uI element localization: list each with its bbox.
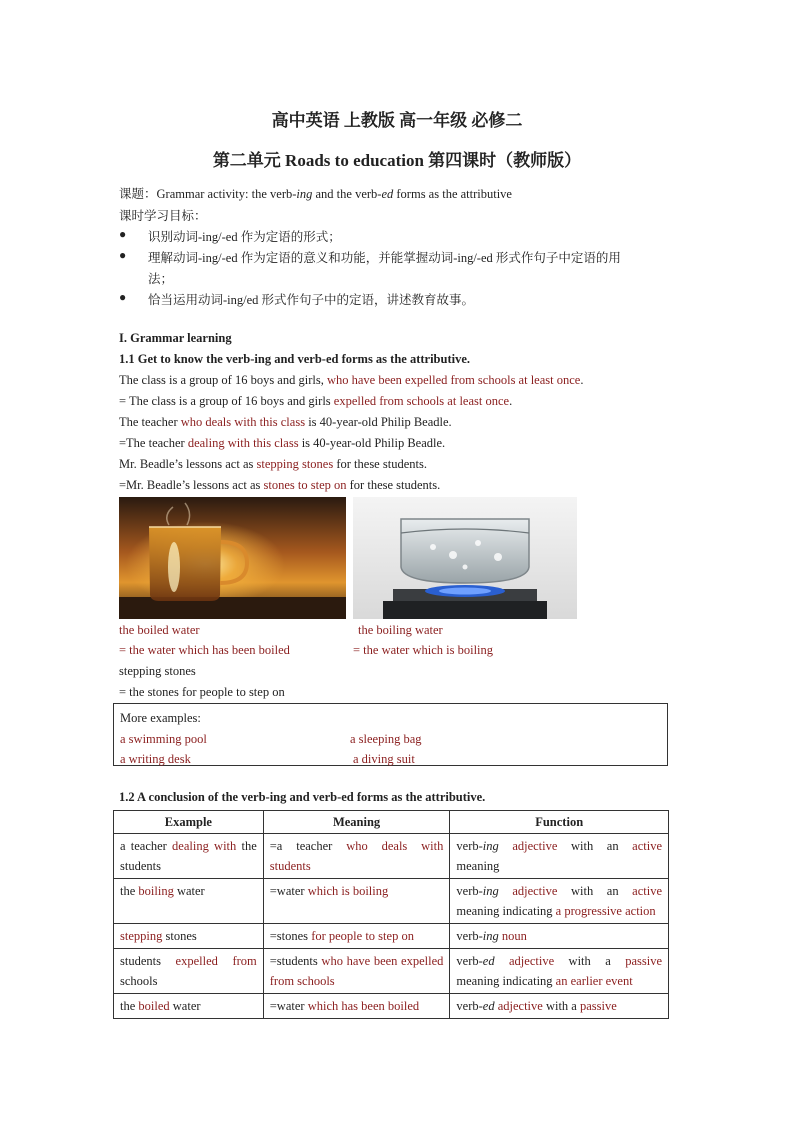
example-phrase: a diving suit [353, 752, 415, 766]
cell-fragment: verb- [456, 954, 483, 968]
example-cell [114, 834, 264, 879]
cell-fragment: meaning indicating [456, 904, 556, 918]
meaning-cell [263, 879, 450, 924]
cell-fragment: verb- [456, 999, 483, 1013]
caption-boiling-equivalent: = the water which is boiling [353, 643, 494, 657]
cell-fragment: the [120, 999, 139, 1013]
meaning-cell [263, 834, 450, 879]
cell-fragment: adjective [498, 839, 558, 853]
lesson-title: 第二单元 Roads to education 第四课时（教师版） [212, 151, 582, 170]
cell-fragment: students [269, 859, 311, 873]
bullet-icon: ● [119, 248, 127, 262]
subsection-heading: 1.1 Get to know the verb-ing and verb-ed forms as the attributive. [119, 352, 471, 366]
cell-fragment: verb- [456, 839, 483, 853]
example-phrase: a swimming pool [120, 732, 207, 746]
cell-fragment: students [120, 954, 176, 968]
caption-boiled: the boiled water [119, 623, 200, 637]
cell-fragment: schools [120, 974, 158, 988]
meaning-cell [263, 994, 450, 1019]
meaning-cell [263, 924, 450, 949]
example-cell [114, 924, 264, 949]
cell-fragment: ing [482, 929, 499, 943]
caption-boiled-equivalent: = the water which has been boiled [119, 643, 290, 657]
example-sentence: =Mr. Beadle’s lessons act as stones to step on for these students. [119, 478, 441, 492]
table-row [114, 949, 669, 994]
bullet-icon: ● [119, 290, 127, 304]
subsection-heading: 1.2 A conclusion of the verb-ing and verb-ed forms as the attributive. [119, 790, 486, 804]
caption-stepping-equivalent: = the stones for people to step on [119, 685, 285, 699]
column-header: Example [114, 811, 264, 834]
cell-fragment: ing [482, 884, 499, 898]
topic-text-b: and the verb- [312, 187, 382, 201]
cell-fragment: water [169, 999, 201, 1013]
cell-fragment: with an [557, 839, 633, 853]
conclusion-table [113, 810, 669, 1019]
cell-fragment: expelled from [175, 954, 257, 968]
objective-text: 法； [148, 272, 174, 286]
example-sentence: The class is a group of 16 boys and girls, who have been expelled from schools at least once. [119, 373, 584, 387]
more-examples-label: More examples: [120, 711, 201, 725]
topic-line [119, 184, 512, 202]
function-cell [450, 834, 669, 879]
cell-fragment: meaning [456, 859, 500, 873]
caption-boiling: the boiling water [358, 623, 443, 637]
table-row [114, 994, 669, 1019]
topic-ed: ed [381, 187, 394, 201]
example-sentence: =The teacher dealing with this class is 40-year-old Philip Beadle. [119, 436, 446, 450]
cell-fragment: active [632, 839, 662, 853]
cell-fragment: verb- [456, 884, 483, 898]
cell-fragment: the students [120, 839, 257, 873]
function-cell [450, 924, 669, 949]
cell-fragment: with a [542, 999, 580, 1013]
objective-text: 理解动词-ing/-ed 作为定语的意义和功能，并能掌握动词-ing/-ed 形式作句子中定语的用 [148, 251, 621, 265]
cell-fragment: meaning indicating [456, 974, 556, 988]
cell-fragment: verb- [456, 929, 483, 943]
cell-fragment: who have been expelled from schools [269, 954, 444, 988]
bullet-icon: ● [119, 227, 127, 241]
table-header-row [114, 811, 669, 834]
cell-fragment: =a teacher [269, 839, 347, 853]
cell-fragment: adjective [498, 884, 558, 898]
example-cell [114, 879, 264, 924]
table-row [114, 879, 669, 924]
cell-fragment: active [632, 884, 662, 898]
cell-fragment: for people to step on [311, 929, 414, 943]
tea-cup-image [119, 497, 346, 619]
boiling-pot-image [353, 497, 577, 619]
objective-text: 识别动词-ing/-ed 作为定语的形式； [148, 230, 341, 244]
function-cell [450, 949, 669, 994]
topic-ing: ing [296, 187, 313, 201]
cell-fragment: adjective [494, 999, 543, 1013]
cell-fragment: boiling [138, 884, 174, 898]
cell-fragment: =students [269, 954, 322, 968]
cell-fragment: a progressive action [555, 904, 656, 918]
cell-fragment: adjective [494, 954, 555, 968]
example-sentence: The teacher who deals with this class is 40-year-old Philip Beadle. [119, 415, 452, 429]
example-sentence: Mr. Beadle’s lessons act as stepping stones for these students. [119, 457, 427, 471]
objectives-label: 课时学习目标： [119, 209, 207, 223]
example-sentence: = The class is a group of 16 boys and girls expelled from schools at least once. [119, 394, 513, 408]
cell-fragment: dealing with [172, 839, 237, 853]
topic-text-c: forms as the attributive [393, 187, 512, 201]
cell-fragment: boiled [138, 999, 170, 1013]
meaning-cell [263, 949, 450, 994]
cell-fragment: stones [162, 929, 197, 943]
function-cell [450, 879, 669, 924]
section-heading: I. Grammar learning [119, 331, 232, 345]
example-cell [114, 994, 264, 1019]
caption-stepping: stepping stones [119, 664, 196, 678]
example-cell [114, 949, 264, 994]
example-phrase: a writing desk [120, 752, 191, 766]
cell-fragment: passive [625, 954, 662, 968]
cell-fragment: an earlier event [555, 974, 633, 988]
cell-fragment: noun [498, 929, 527, 943]
table-row [114, 924, 669, 949]
column-header: Meaning [263, 811, 450, 834]
cell-fragment: with an [557, 884, 633, 898]
cell-fragment: the [120, 884, 139, 898]
table-row [114, 834, 669, 879]
cell-fragment: =water [269, 999, 308, 1013]
cell-fragment: water [173, 884, 205, 898]
page-title: 高中英语 上教版 高一年级 必修二 [271, 111, 523, 130]
cell-fragment: a teacher [120, 839, 173, 853]
topic-label: 课题： [119, 187, 157, 201]
cell-fragment: =water [269, 884, 308, 898]
cell-fragment: who deals with [346, 839, 444, 853]
cell-fragment: ing [482, 839, 499, 853]
column-header: Function [450, 811, 669, 834]
cell-fragment: which has been boiled [307, 999, 420, 1013]
more-examples-box [113, 703, 668, 766]
cell-fragment: ed [482, 999, 495, 1013]
cell-fragment: which is boiling [307, 884, 389, 898]
cell-fragment: passive [579, 999, 617, 1013]
cell-fragment: =stones [269, 929, 312, 943]
example-phrase: a sleeping bag [350, 732, 422, 746]
objective-text: 恰当运用动词-ing/ed 形式作句子中的定语，讲述教育故事。 [148, 293, 475, 307]
cell-fragment: ed [482, 954, 495, 968]
function-cell [450, 994, 669, 1019]
cell-fragment: stepping [120, 929, 163, 943]
topic-text-a: Grammar activity: the verb- [156, 187, 297, 201]
cell-fragment: with a [554, 954, 626, 968]
